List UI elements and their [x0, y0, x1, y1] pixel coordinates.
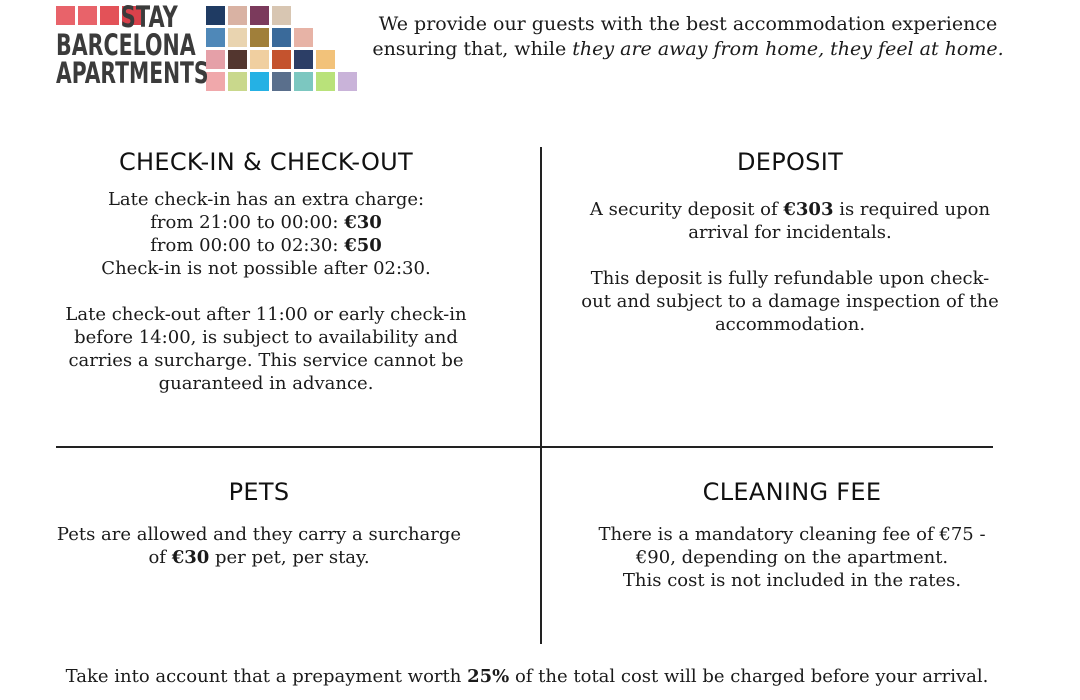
deposit-refund-text: This deposit is fully refundable upon check-out and subject to a damage inspection of the accommodation.	[581, 268, 999, 335]
intro-paragraph	[372, 12, 1004, 62]
pets-text-post: per pet, per stay.	[209, 547, 370, 568]
cleaning-not-included-text: This cost is not included in the rates.	[622, 570, 962, 591]
late-checkin-range-2	[56, 234, 476, 257]
deposit-text-post: is required upon arrival for incidentals.	[688, 199, 991, 243]
deposit-requirement	[580, 198, 1000, 244]
deposit-title: DEPOSIT	[736, 148, 844, 176]
prepayment-text-post: of the total cost will be charged before your arrival.	[509, 666, 989, 687]
logo-tile	[294, 28, 313, 47]
checkin-section	[56, 148, 476, 395]
deposit-amount: €303	[783, 199, 834, 220]
pets-amount: €30	[171, 547, 210, 568]
range-1-price: €30	[344, 212, 382, 233]
logo-line-barcelona: BARCELONA	[56, 28, 196, 62]
deposit-section	[580, 148, 1000, 336]
late-checkin-intro: Late check-in has an extra charge:	[107, 189, 425, 210]
prepayment-text-pre: Take into account that a prepayment worth	[65, 666, 468, 687]
intro-text: We provide our guests with the best accommodation experience ensuring that, while	[372, 13, 998, 60]
intro-italic-text: they are away from home, they feel at home.	[572, 38, 1004, 60]
pets-title: PETS	[228, 478, 290, 506]
pets-section	[56, 478, 462, 569]
logo-tile	[294, 72, 313, 91]
logo-tile	[316, 72, 335, 91]
deposit-body	[580, 198, 1000, 336]
range-2-price: €50	[344, 235, 382, 256]
brand-logo	[56, 0, 360, 91]
cleaning-fee-text: There is a mandatory cleaning fee of €75 - €90, depending on the apartment.	[598, 524, 986, 568]
checkin-title: CHECK-IN & CHECK-OUT	[119, 148, 413, 176]
logo-line-apartments: APARTMENTS	[56, 56, 209, 90]
logo-line-stay: STAY	[120, 0, 178, 34]
logo-tile	[338, 72, 357, 91]
cleaning-title: CLEANING FEE	[702, 478, 882, 506]
logo-tile	[316, 50, 335, 69]
deposit-text-pre: A security deposit of	[589, 199, 784, 220]
horizontal-divider	[56, 446, 993, 448]
logo-wordmark	[56, 0, 274, 90]
cleaning-body	[580, 523, 1004, 592]
range-2-text: from 00:00 to 02:30:	[150, 235, 345, 256]
prepayment-amount: 25%	[467, 666, 510, 687]
logo-tile	[272, 6, 291, 25]
logo-tile	[272, 28, 291, 47]
pets-text-pre: Pets are allowed and they carry a surcharge of	[56, 524, 462, 568]
prepayment-notice	[0, 665, 1054, 689]
cleaning-section	[580, 478, 1004, 592]
pets-text	[56, 523, 462, 569]
late-checkin-range-1	[56, 211, 476, 234]
pets-body	[56, 523, 462, 569]
range-1-text: from 21:00 to 00:00:	[150, 212, 345, 233]
checkin-body	[56, 188, 476, 395]
logo-tile	[272, 72, 291, 91]
checkin-not-possible: Check-in is not possible after 02:30.	[101, 258, 431, 279]
vertical-divider	[540, 147, 542, 644]
late-checkout-text: Late check-out after 11:00 or early check-in before 14:00, is subject to availability and carries a surcharge. This service cannot be guaranteed in advance.	[65, 304, 467, 394]
logo-tile	[272, 50, 291, 69]
logo-tile	[294, 50, 313, 69]
